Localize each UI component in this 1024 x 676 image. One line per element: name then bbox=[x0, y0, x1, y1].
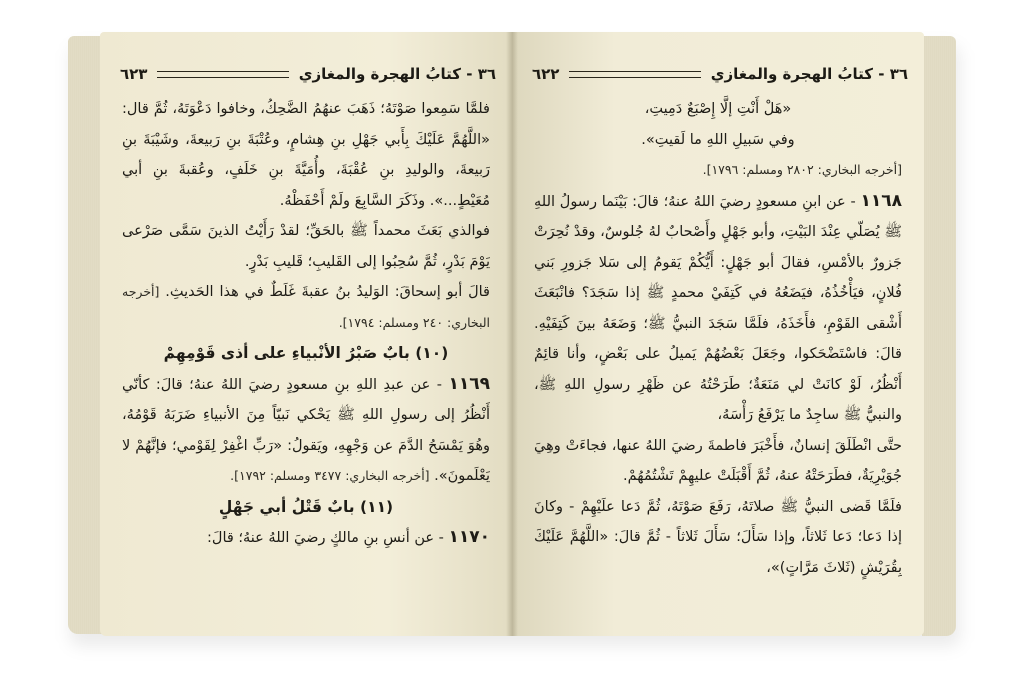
right-chapter-title: ٣٦ - كتابُ الهجرة والمغازي bbox=[710, 65, 908, 83]
right-source-1: [أخرجه البخاري: ٢٨٠٢ ومسلم: ١٧٩٦]. bbox=[702, 162, 902, 177]
left-paragraph-1: فلمَّا سَمِعوا صَوْتَهُ؛ ذَهَبَ عنهُمُ الضَّحِكُ، وخافوا دَعْوَتَهُ، ثُمَّ قال: «اللَّهُمَّ عَلَيْكَ بِأَبي جَهْلِ بنِ هِشامٍ، وعُتْبَةَ بنِ رَبيعةَ، وشَيْبَةَ بنِ رَبيعةَ، والوليدِ بنِ عُقْبَةَ، وأُمَيَّةَ بنِ خَلَفٍ، وعُقبةَ بنِ أبي مُعَيْطٍ...». وذَكَرَ السَّابِعَ ولَمْ أَحْفَظْهُ. bbox=[122, 101, 490, 209]
hadith-1169 bbox=[122, 369, 490, 492]
hadith-1168-text: - عن ابنِ مسعودٍ رضيَ اللهُ عنهُ؛ قالَ: بَيْنَما رسولُ اللهِ ﷺ يُصَلّي عِنْدَ البَيْتِ، وأبو جَهْلٍ وأَصْحابٌ لهُ جُلوسٌ، وقدْ نُحِرَتْ جَزورٌ بالأمْسِ، فقالَ أبو جَهْلٍ: أَيُّكُمْ يَقومُ إلى سَلا جَزورِ بَني فُلانٍ، فيَأْخُذُهُ، فيَضَعُهُ في كَتِفَيْ محمدٍ ﷺ إذا سَجَدَ؟ فانْبَعَثَ أَشْقى القَوْمِ، فأَخَذَهُ، فلَمَّا سَجَدَ النبيُّ ﷺ؛ وَضَعَهُ بينَ كَتِفَيْهِ. قالَ: فاسْتَضْحَكوا، وجَعَلَ بَعْضُهُمْ يَميلُ على بَعْضٍ، وأنا قائِمٌ أَنْظُرُ، لَوْ كانَتْ لي مَنَعَةٌ؛ طَرَحْتُهُ عن ظَهْرِ رسولِ اللهِ ﷺ، والنبيُّ ﷺ ساجِدٌ ما يَرْفَعُ رَأْسَهُ، bbox=[534, 193, 902, 423]
left-paragraph-2: فوالذي بَعَثَ محمداً ﷺ بالحَقِّ؛ لقدْ رَأَيْتُ الذينَ سَمَّى صَرْعى يَوْمَ بَدْرٍ، ثُمَّ سُحِبُوا إلى القَليبِ؛ قَليبِ بَدْرٍ. bbox=[122, 223, 490, 270]
right-page-block-edge bbox=[922, 36, 956, 636]
bab-11-heading: (١١) بابٌ قَتْلُ أبي جَهْلٍ bbox=[218, 497, 394, 516]
left-page-number: ٦٢٣ bbox=[120, 65, 148, 83]
left-page-body bbox=[122, 94, 490, 616]
left-page-block-edge bbox=[68, 36, 104, 634]
right-page bbox=[512, 32, 924, 636]
right-paragraph-3: فلَمَّا قَضى النبيُّ ﷺ صلاتَهُ، رَفَعَ صَوْتَهُ، ثُمَّ دَعا علَيْهِمْ - وكانَ إذا دَعا؛ دَعا ثَلاثاً، وإذا سَأَلَ؛ سَأَلَ ثَلاثاً - ثُمَّ قالَ: «اللَّهُمَّ عَلَيْكَ بِقُرَيْشٍ (ثَلاثَ مَرَّاتٍ)»، bbox=[534, 498, 902, 576]
hadith-1170-text: - عن أنسِ بنِ مالكٍ رضيَ اللهُ عنهُ؛ قالَ: bbox=[207, 530, 444, 546]
book-gutter bbox=[506, 32, 518, 636]
right-page-body bbox=[534, 94, 902, 616]
right-page-number: ٦٢٢ bbox=[532, 65, 560, 83]
bab-10-heading: (١٠) بابٌ صَبْرُ الأنْبياءِ على أذى قَوْمِهِمْ bbox=[163, 344, 449, 362]
header-rule bbox=[569, 71, 700, 78]
right-paragraph-2: حتَّى انْطَلَقَ إنسانٌ، فأَخْبَرَ فاطمةَ رضيَ اللهُ عنها، فجاءَتْ وهِيَ جُوَيْرِيَةٌ، فطَرَحَتْهُ عنهُ، ثُمَّ أَقْبَلَتْ عليهِمْ تَشْتُمُهُمْ. bbox=[534, 437, 902, 484]
hadith-1170 bbox=[122, 522, 490, 554]
hadith-1169-text: - عن عبدِ اللهِ بنِ مسعودٍ رضيَ اللهُ عنهُ؛ قالَ: كأنّي أَنْظُرُ إلى رسولِ اللهِ ﷺ يَحْكي نَبيّاً مِنَ الأنبياءِ ضَرَبَهُ قَوْمُهُ، وهُوَ يَمْسَحُ الدَّمَ عن وَجْهِهِ، ويَقولُ: «رَبِّ اغْفِرْ لِقَوْمي؛ فإنَّهُمْ لا يَعْلَمونَ». bbox=[122, 376, 490, 484]
hadith-1170-number: ١١٧٠ bbox=[448, 527, 490, 547]
hadith-1168-number: ١١٦٨ bbox=[860, 190, 902, 211]
left-chapter-title: ٣٦ - كتابُ الهجرة والمغازي bbox=[298, 65, 496, 83]
left-page bbox=[100, 32, 512, 636]
verse-line-2: وفي سَبيلِ اللهِ ما لَقيتِ». bbox=[641, 131, 795, 148]
left-paragraph-3-text: قالَ أبو إسحاقَ: الوَليدُ بنُ عقبةَ غَلَطٌ في هذا الحَديثِ. bbox=[165, 284, 490, 300]
hadith-1168 bbox=[534, 186, 902, 431]
hadith-1169-number: ١١٦٩ bbox=[448, 373, 490, 394]
left-source-2: [أخرجه البخاري: ٣٤٧٧ ومسلم: ١٧٩٢]. bbox=[230, 468, 430, 483]
verse-line-1: «هَلْ أَنْتِ إلَّا إِصْبَعٌ دَمِيتِ، bbox=[644, 101, 792, 117]
header-rule bbox=[157, 71, 288, 78]
left-page-header bbox=[120, 62, 496, 86]
left-source-1: [أخرجه البخاري: ٢٤٠ ومسلم: ١٧٩٤]. bbox=[122, 284, 490, 330]
right-page-header bbox=[532, 62, 908, 86]
left-paragraph-3 bbox=[122, 277, 490, 338]
